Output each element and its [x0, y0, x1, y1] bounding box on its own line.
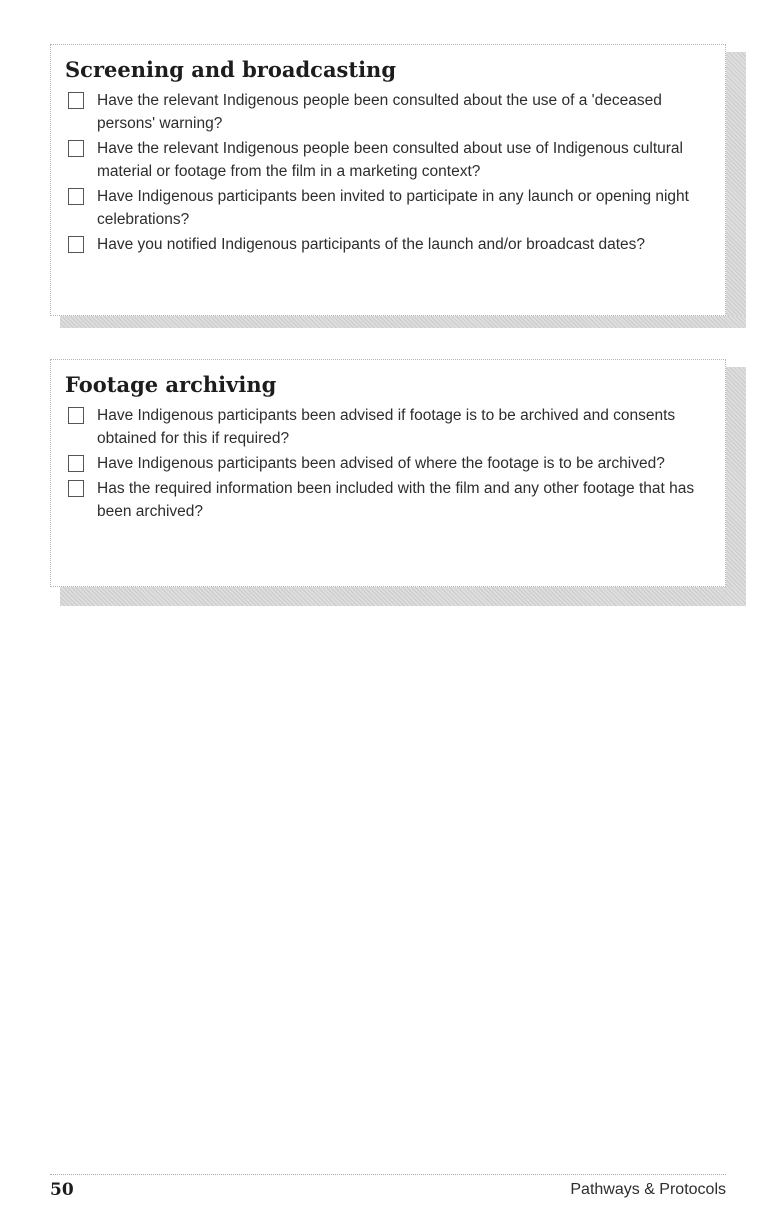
box-shadow — [60, 316, 746, 328]
checkbox[interactable] — [68, 236, 84, 253]
checklist-item-text: Have Indigenous participants been advised if footage is to be archived and consents obtained for this if required? — [97, 407, 676, 447]
checklist-item-text: Have the relevant Indigenous people been consulted about the use of a 'deceased persons' warning? — [97, 92, 662, 132]
checklist — [65, 404, 701, 523]
checklist-box-archiving — [50, 359, 726, 587]
checklist-item — [65, 404, 701, 450]
checkbox[interactable] — [68, 480, 84, 497]
checkbox[interactable] — [68, 92, 84, 109]
checklist — [65, 89, 701, 256]
box-shadow — [726, 367, 746, 606]
box-shadow — [726, 52, 746, 326]
checkbox[interactable] — [68, 455, 84, 472]
checklist-item-text: Have you notified Indigenous participants of the launch and/or broadcast dates? — [97, 236, 646, 253]
footer-divider — [50, 1174, 726, 1175]
section-heading: Footage archiving — [65, 372, 277, 397]
checklist-item — [65, 233, 701, 256]
checkbox[interactable] — [68, 188, 84, 205]
checkbox[interactable] — [68, 140, 84, 157]
checklist-item-text: Have Indigenous participants been advised of where the footage is to be archived? — [97, 455, 665, 472]
checklist-item-text: Have the relevant Indigenous people been consulted about use of Indigenous cultural material or footage from the film in a marketing context? — [97, 140, 683, 180]
checklist-item — [65, 452, 701, 475]
section-heading: Screening and broadcasting — [65, 57, 397, 82]
page-number: 50 — [50, 1180, 74, 1200]
checklist-item-text: Has the required information been included with the film and any other footage that has been archived? — [97, 480, 695, 520]
box-shadow — [60, 587, 746, 606]
checklist-item — [65, 185, 701, 231]
checklist-item — [65, 477, 701, 523]
checkbox[interactable] — [68, 407, 84, 424]
checklist-box-screening — [50, 44, 726, 316]
checklist-item-text: Have Indigenous participants been invited to participate in any launch or opening night celebrations? — [97, 188, 689, 228]
checklist-item — [65, 89, 701, 135]
running-title: Pathways & Protocols — [570, 1181, 726, 1198]
checklist-item — [65, 137, 701, 183]
